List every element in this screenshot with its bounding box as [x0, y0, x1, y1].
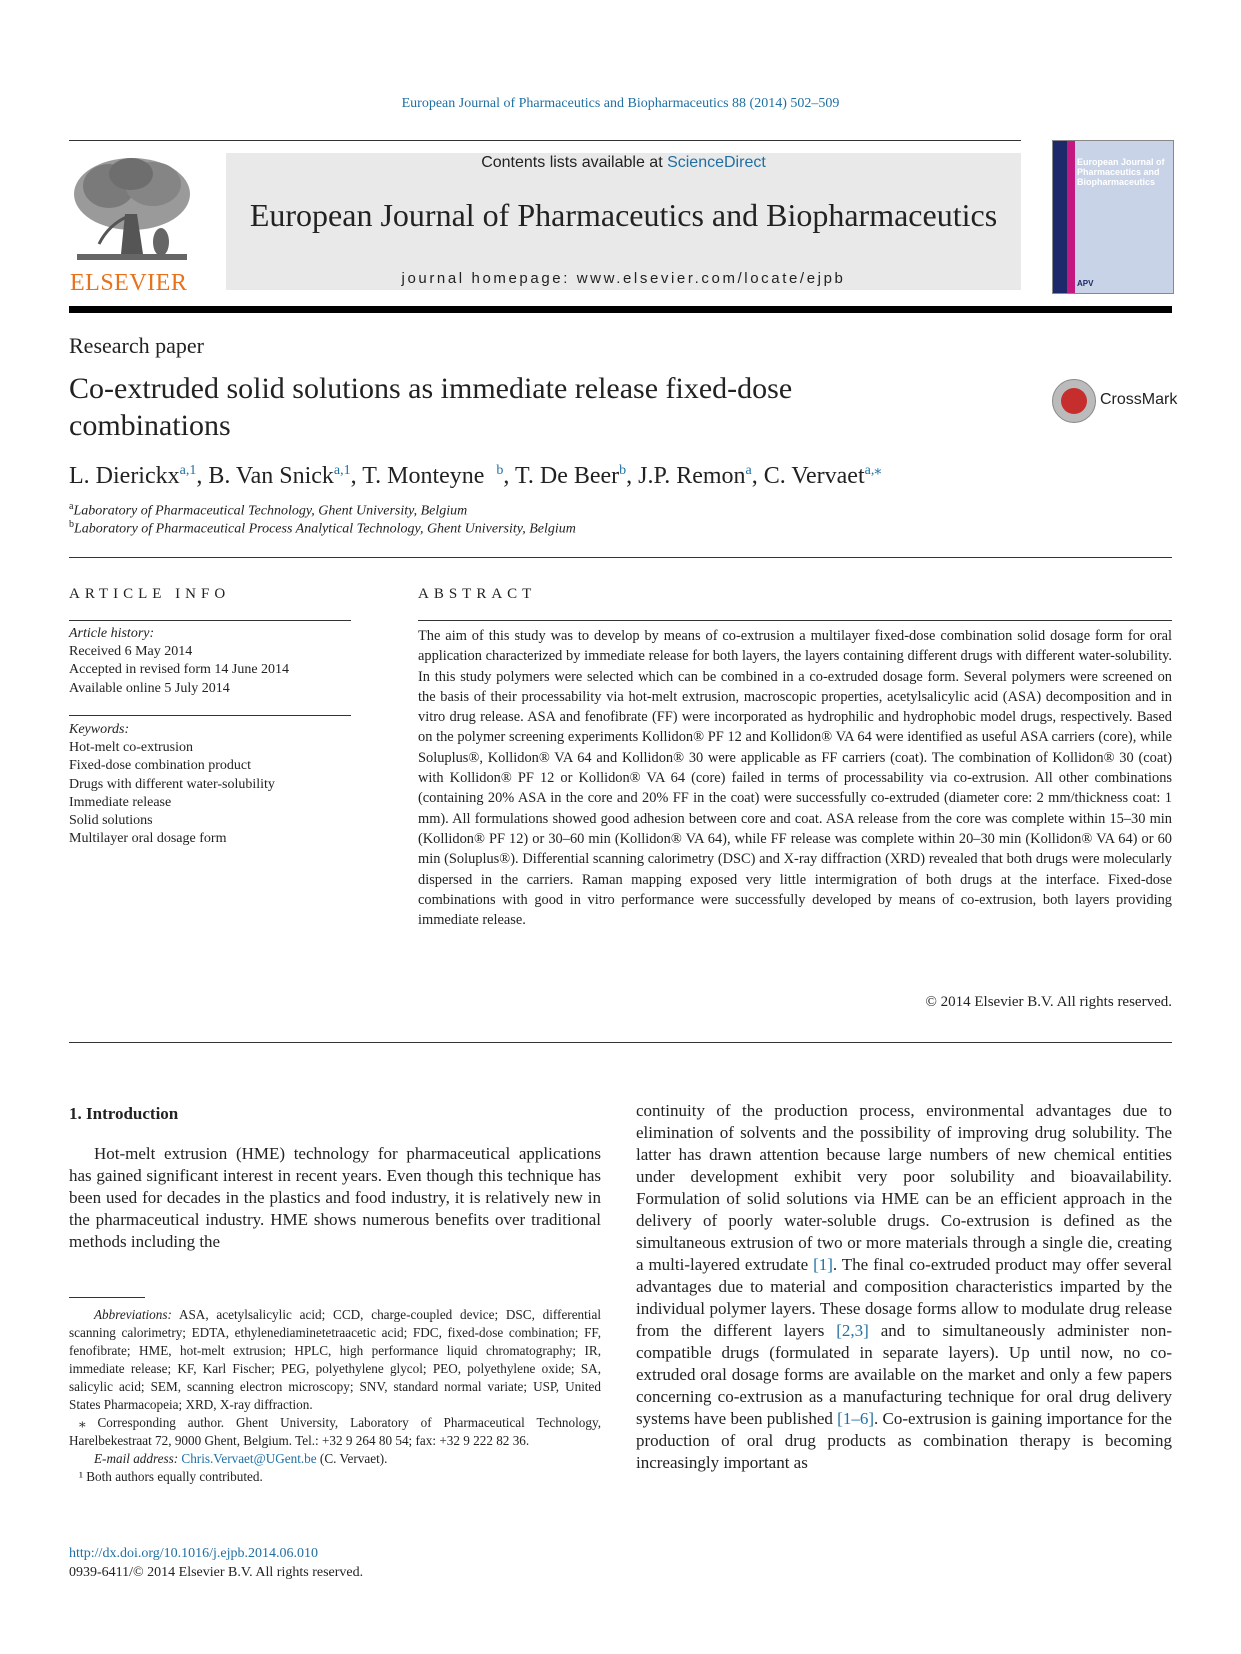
- intro-paragraph: Hot-melt extrusion (HME) technology for pharmaceutical applications has gained significant interest in recent years. Even though this technique has been used for decades in the plastics and food industry, it is relatively new in the pharmaceutical industry. HME shows numerous benefits over traditional methods including the: [69, 1144, 601, 1251]
- affiliation-text: Laboratory of Pharmaceutical Process Analytical Technology, Ghent University, Belgium: [74, 521, 576, 537]
- info-rule: [69, 620, 351, 621]
- history-revised: Accepted in revised form 14 June 2014: [69, 662, 290, 678]
- abstract-bottom-rule: [69, 1042, 1172, 1043]
- journal-title: European Journal of Pharmaceutics and Biopharmaceutics: [249, 197, 998, 233]
- intro-text: . The final co-extruded product may offer several advantages due to material and composition characteristics imparted by the individual polymer layers. These dosage forms allow to modulate drug release from the different layers: [636, 1255, 1172, 1340]
- footnote-abbreviations: [69, 1306, 601, 1414]
- cover-apv-logo: APV: [1077, 279, 1094, 288]
- journal-homepage[interactable]: journal homepage: www.elsevier.com/locate/ejpb: [401, 270, 846, 287]
- email-suffix: (C. Vervaet).: [316, 1451, 388, 1466]
- author-sup[interactable]: b: [496, 463, 504, 478]
- keywords-block: [69, 721, 275, 848]
- keywords-rule: [69, 715, 351, 716]
- header-rule: [69, 140, 1021, 141]
- journal-citation[interactable]: European Journal of Pharmaceutics and Biopharmaceutics 88 (2014) 502–509: [401, 96, 840, 111]
- keyword: Immediate release: [69, 794, 172, 810]
- affiliation-text: Laboratory of Pharmaceutical Technology, Ghent University, Belgium: [73, 503, 468, 519]
- email-link[interactable]: Chris.Vervaet@UGent.be: [181, 1451, 317, 1466]
- reference-link[interactable]: [2,3]: [836, 1321, 869, 1340]
- keyword: Drugs with different water-solubility: [69, 776, 275, 792]
- history-online: Available online 5 July 2014: [69, 680, 230, 696]
- title-rule: [69, 557, 1172, 558]
- reference-link[interactable]: [1–6]: [837, 1409, 874, 1428]
- author-name[interactable]: J.P. Remon: [638, 463, 746, 489]
- abstract-rule: [418, 620, 1172, 621]
- author-name[interactable]: B. Van Snick: [208, 463, 334, 489]
- intro-right-column: [636, 1100, 1172, 1474]
- journal-cover-thumbnail: [1052, 140, 1174, 294]
- author-sup[interactable]: a,1: [333, 463, 351, 478]
- keyword: Fixed-dose combination product: [69, 758, 251, 774]
- keyword: Multilayer oral dosage form: [69, 831, 227, 847]
- cover-title: European Journal of Pharmaceutics and Biopharmaceutics: [1077, 157, 1165, 187]
- author-name[interactable]: T. De Beer: [515, 463, 620, 489]
- author-sup[interactable]: a: [745, 463, 752, 478]
- author-name[interactable]: C. Vervaet: [763, 463, 865, 489]
- affiliation-sup: a: [69, 501, 74, 512]
- author-name[interactable]: T. Monteyne: [362, 463, 485, 489]
- footnote-email: [69, 1450, 601, 1468]
- keywords-label: Keywords:: [69, 722, 130, 737]
- crossmark-label: CrossMark: [1100, 391, 1178, 408]
- issn-line: 0939-6411/© 2014 Elsevier B.V. All rights reserved.: [69, 1565, 364, 1580]
- abbrev-label: Abbreviations:: [94, 1307, 172, 1322]
- elsevier-wordmark: ELSEVIER: [70, 270, 188, 296]
- intro-paragraph: [636, 1100, 1172, 1474]
- author-sup[interactable]: b: [619, 463, 627, 478]
- intro-left-column: [69, 1143, 601, 1253]
- footnote-rule: [69, 1297, 145, 1298]
- keyword: Hot-melt co-extrusion: [69, 740, 194, 756]
- affiliation-a: [69, 501, 467, 520]
- intro-text: and to simultaneously administer non-compatible drugs (formulated in separate layers). Up until now, no co-extruded oral dosage forms are available on the market and only a few papers concerning co-extrusion as a manufacturing technique for oral drug delivery systems have been published: [636, 1321, 1172, 1428]
- crossmark-badge[interactable]: [1052, 379, 1192, 423]
- article-info-heading: ARTICLE INFO: [69, 586, 231, 602]
- author-name[interactable]: L. Dierickx: [69, 463, 180, 489]
- abstract-heading: ABSTRACT: [418, 586, 537, 602]
- author-list: L. Dierickx$^{a,1}$, B. Van Snick$^{a,1}$, T. Monteyne $^b$, T. De Beer$^b$, J.P. Remon$^a$, C. Vervaet$^{a,⁎}$: [69, 463, 882, 489]
- abstract-copyright: © 2014 Elsevier B.V. All rights reserved.: [925, 994, 1172, 1010]
- author-sup[interactable]: a,1: [179, 463, 197, 478]
- affiliation-b: [69, 519, 576, 538]
- elsevier-tree-logo-icon: [69, 154, 195, 266]
- abstract-body: [418, 626, 1172, 930]
- contents-line: [226, 154, 1021, 172]
- section-heading-introduction: 1. Introduction: [69, 1104, 179, 1123]
- history-label: Article history:: [69, 626, 155, 641]
- article-title: Co-extruded solid solutions as immediate release fixed-dose combinations: [69, 372, 793, 442]
- footnote-corresponding: ⁎ Corresponding author. Ghent University, Laboratory of Pharmaceutical Technology, Harelbekestraat 72, 9000 Ghent, Belgium. Tel.: +32 9 264 80 54; fax: +32 9 222 82 36.: [69, 1415, 601, 1448]
- reference-link[interactable]: [1]: [813, 1255, 833, 1274]
- cover-stripe: [1053, 141, 1067, 293]
- sciencedirect-link[interactable]: ScienceDirect: [667, 154, 766, 171]
- affiliation-sup: b: [69, 519, 74, 530]
- email-label: E-mail address:: [94, 1451, 182, 1466]
- crossmark-icon: [1052, 379, 1096, 423]
- masthead-rule: [69, 306, 1172, 313]
- abstract-text: The aim of this study was to develop by means of co-extrusion a multilayer fixed-dose combination solid dosage form for oral application characterized by immediate release for both layers, the layers containing different drugs with different water-solubility. In this study polymers were selected which can be combined in a co-extruded dosage form. Several polymers were screened on the basis of their processability via hot-melt extrusion, macroscopic properties, acetylsalicylic acid (ASA) decomposition and in vitro drug release. ASA and fenofibrate (FF) were incorporated as hydrophilic and hydrophobic model drugs, respectively. Based on the polymer screening experiments Kollidon® PF 12 and Kollidon® VA 64 were identified as useful ASA carriers (core), while Soluplus®, Kollidon® VA 64 and Kollidon® 30 were applicable as FF carriers (coat). The combination of Kollidon® 30 (coat) with Kollidon® PF 12 or Kollidon® VA 64 (core) failed in terms of processability via co-extrusion. All other combinations (containing 20% ASA in the core and 20% FF in the coat) were successfully co-extruded (diameter core: 2 mm/thickness coat: 1 mm). All formulations showed good adhesion between core and coat. ASA release from the core was complete within 15–30 min (Kollidon® PF 12) or 30–60 min (Kollidon® VA 64), while FF release was complete within 20–30 min (Kollidon® VA 64) or 60 min (Soluplus®). Differential scanning calorimetry (DSC) and X-ray diffraction (XRD) revealed that both drugs were molecularly dispersed in the carriers. Raman mapping exposed very little intermigration of both drugs at the interface. Fixed-dose combinations with good in vitro performance were successfully developed by means of co-extrusion, both layers providing immediate release.: [418, 628, 1172, 929]
- history-received: Received 6 May 2014: [69, 644, 193, 660]
- footnote-equal-contribution: ¹ Both authors equally contributed.: [79, 1469, 263, 1484]
- intro-text: . Co-extrusion is gaining importance for the production of oral drug products as combination therapy is becoming increasingly important as: [636, 1409, 1172, 1472]
- abbrev-text: ASA, acetylsalicylic acid; CCD, charge-coupled device; DSC, differential scanning calorimetry; EDTA, ethylenediaminetetraacetic acid; FDC, fixed-dose combination; FF, fenofibrate; HME, hot-melt extrusion; HPLC, high performance liquid chromatography; IR, immediate release; KF, Karl Fischer; PEG, polyethylene glycol; PEO, polyethylene oxide; SA, salicylic acid; SEM, scanning electron microscopy; SNV, standard normal variate; USP, United States Pharmacopeia; XRD, X-ray diffraction.: [69, 1307, 601, 1412]
- cover-band: [1067, 141, 1075, 293]
- journal-banner: [226, 153, 1021, 290]
- article-type: Research paper: [69, 333, 204, 358]
- article-history: [69, 625, 289, 698]
- contents-prefix: Contents lists available at: [481, 154, 668, 171]
- keyword: Solid solutions: [69, 813, 153, 829]
- doi-link[interactable]: http://dx.doi.org/10.1016/j.ejpb.2014.06.010: [69, 1546, 319, 1561]
- author-sup[interactable]: a,⁎: [864, 463, 882, 478]
- intro-text: continuity of the production process, environmental advantages due to elimination of solvents and the possibility of improving drug solubility. The latter has drawn attention because large numbers of new chemical entities under development exhibit very poor solubility and bioavailability. Formulation of solid solutions via HME can be an efficient approach in the delivery of poorly water-soluble drugs. Co-extrusion is defined as the simultaneous extrusion of two or more materials through a single die, creating a multi-layered extrudate: [636, 1101, 1172, 1274]
- footnotes: [69, 1306, 601, 1486]
